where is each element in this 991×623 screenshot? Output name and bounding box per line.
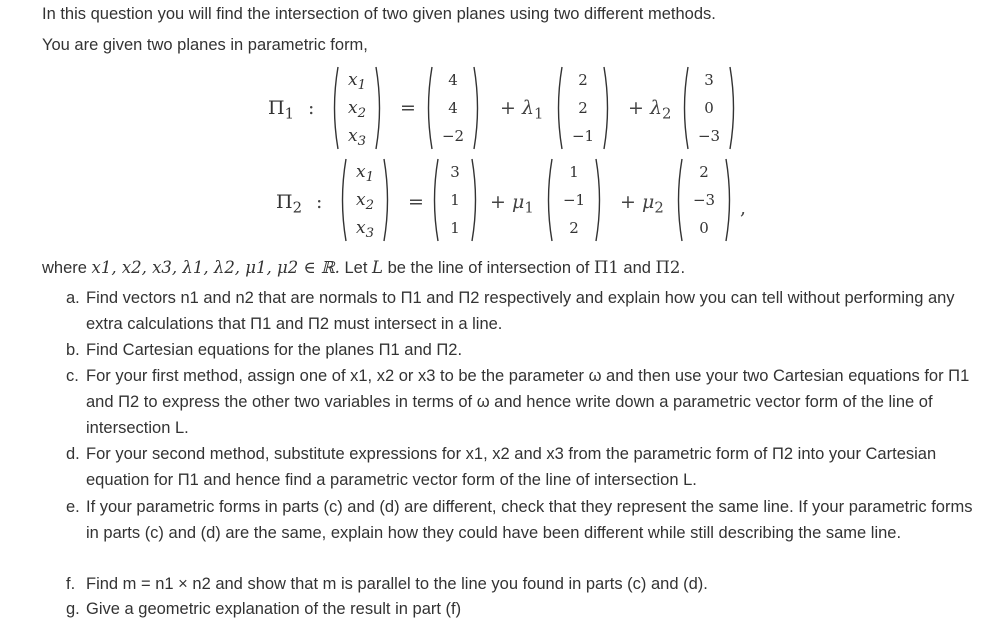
plane2-label: $\Pi_2$ — [276, 191, 303, 217]
plane2-point-z: 1 — [450, 219, 460, 237]
plane2-dir1-z: 2 — [569, 219, 579, 237]
plane1-dir1-y: 2 — [578, 99, 588, 117]
plane1-dir2-y: 0 — [704, 99, 714, 117]
plane1-lhs-vector: $x_1$ $x_2$ $x_3$ — [330, 66, 384, 150]
plane1-param1: + $\lambda_1$ — [500, 97, 544, 123]
plane2-colon: : — [316, 191, 323, 213]
part-b: b. Find Cartesian equations for the planes Π1 and Π2. — [66, 337, 976, 363]
where-line: where x1, x2, x3, λ1, λ2, μ1, μ2 ∈ ℝ. Let L be the line of intersection of Π1 and Π2. — [42, 258, 686, 277]
part-a-text: Find vectors n1 and n2 that are normals to Π1 and Π2 respectively and explain how you can tell without performing any extra calculations that Π1 and Π2 must intersect in a line. — [86, 289, 955, 333]
plane2-dir2-y: −3 — [692, 191, 716, 209]
plane1-dir1-vector — [554, 66, 612, 150]
plane2-equation — [0, 158, 991, 254]
part-f: f. Find m = n1 × n2 and show that m is parallel to the line you found in parts (c) and (d). — [66, 571, 976, 597]
plane1-point-x: 4 — [448, 71, 458, 89]
part-d: d. For your second method, substitute expressions for x1, x2 and x3 from the parametric form of Π2 into your Cartesian equation for Π1 and hence find a parametric vector form of the line of intersection L. — [66, 441, 976, 493]
plane2-dir1-y: −1 — [562, 191, 586, 209]
plane2-dir2-vector — [674, 158, 734, 242]
plane1-point-vector — [424, 66, 482, 150]
plane1-dir1-z: −1 — [571, 127, 595, 145]
intro-line-1: In this question you will find the intersection of two given planes using two different methods. — [42, 5, 716, 23]
plane1-dir1-x: 2 — [578, 71, 588, 89]
plane1-point-z: −2 — [441, 127, 465, 145]
plane1-label: $\Pi_1$ — [268, 97, 295, 123]
plane1-param2: + $\lambda_2$ — [628, 97, 672, 123]
plane1-equation — [0, 62, 991, 158]
part-g-text: Give a geometric explanation of the result in part (f) — [86, 600, 462, 618]
intro-line-2: You are given two planes in parametric form, — [42, 36, 368, 54]
plane2-trailing-comma: , — [740, 197, 747, 219]
part-f-text: Find m = n1 × n2 and show that m is parallel to the line you found in parts (c) and (d). — [86, 575, 708, 593]
plane1-dir2-x: 3 — [704, 71, 714, 89]
plane2-param1: + $\mu_1$ — [490, 191, 534, 217]
plane1-equals: = — [400, 97, 416, 119]
part-e-text: If your parametric forms in parts (c) and (d) are different, check that they represent the same line. If your parametric forms in parts (c) and (d) are the same, explain how they could have been different while still describing the same line. — [86, 498, 973, 542]
plane2-dir1-x: 1 — [569, 163, 579, 181]
part-e: e. If your parametric forms in parts (c) and (d) are different, check that they represent the same line. If your parametric forms in parts (c) and (d) are the same, explain how they could have been different while still describing the same line. — [66, 494, 976, 546]
plane1-dir2-vector — [680, 66, 738, 150]
plane1-colon: : — [308, 97, 315, 119]
plane2-param2: + $\mu_2$ — [620, 191, 664, 217]
part-c-text: For your first method, assign one of x1, x2 or x3 to be the parameter ω and then use your two Cartesian equations for Π1 and Π2 to express the other two variables in terms of ω and hence write down a parametric vector form of the line of intersection L. — [86, 367, 970, 437]
plane2-dir2-x: 2 — [699, 163, 709, 181]
plane2-dir1-vector — [544, 158, 604, 242]
plane2-lhs-vector: $x_1$ $x_2$ $x_3$ — [338, 158, 392, 242]
part-a: a. Find vectors n1 and n2 that are normals to Π1 and Π2 respectively and explain how you can tell without performing any extra calculations that Π1 and Π2 must intersect in a line. — [66, 285, 976, 337]
plane1-dir2-z: −3 — [697, 127, 721, 145]
plane1-point-y: 4 — [448, 99, 458, 117]
plane2-point-y: 1 — [450, 191, 460, 209]
part-g: g. Give a geometric explanation of the result in part (f) — [66, 596, 976, 622]
plane2-dir2-z: 0 — [699, 219, 709, 237]
part-d-text: For your second method, substitute expressions for x1, x2 and x3 from the parametric form of Π2 into your Cartesian equation for Π1 and hence find a parametric vector form of the line of intersection L. — [86, 445, 937, 489]
plane2-equals: = — [408, 191, 424, 213]
plane2-point-x: 3 — [450, 163, 460, 181]
plane2-point-vector — [430, 158, 480, 242]
part-b-text: Find Cartesian equations for the planes Π1 and Π2. — [86, 341, 463, 359]
part-c: c. For your first method, assign one of x1, x2 or x3 to be the parameter ω and then use your two Cartesian equations for Π1 and Π2 to express the other two variables in terms of ω and hence write down a parametric vector form of the line of intersection L. — [66, 363, 976, 441]
where-vars: x1, x2, x3, λ1, λ2, μ1, μ2 ∈ ℝ. — [91, 258, 340, 277]
